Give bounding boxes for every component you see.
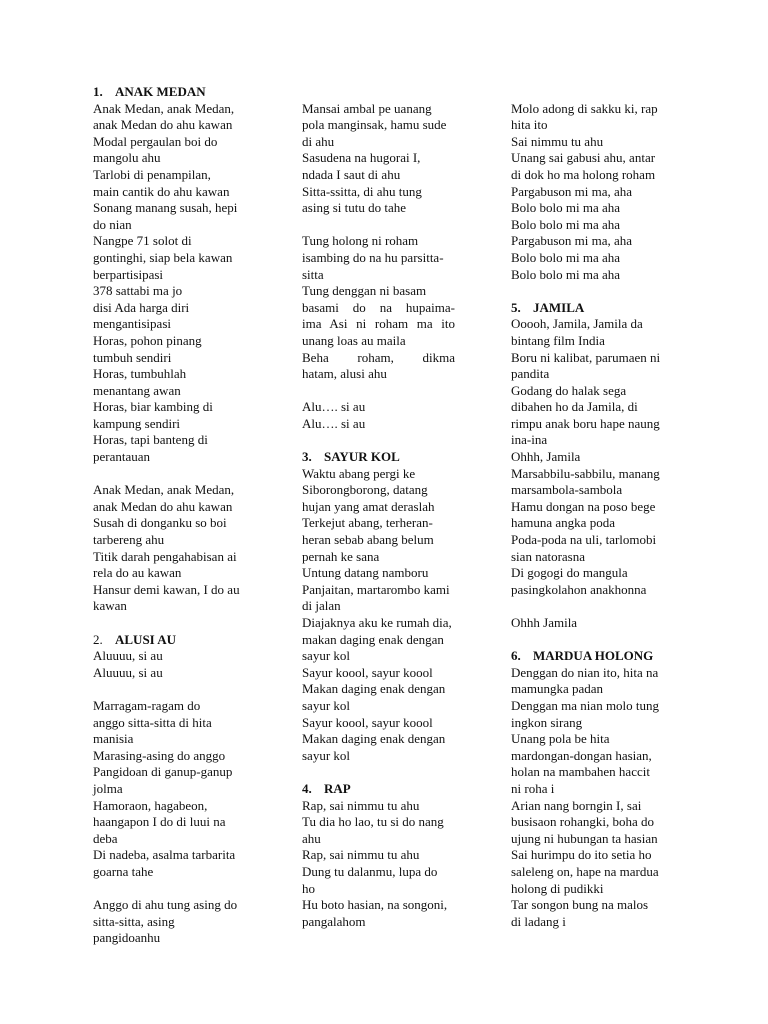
lyric-line: sitta-sitta, asing [93, 913, 175, 929]
song-title-text: SAYUR KOL [324, 449, 400, 465]
lyric-line: Sasudena na hugorai I, [302, 150, 421, 166]
lyric-line: Waktu abang pergi ke [302, 465, 416, 481]
lyric-line: Anggo di ahu tung asing do [93, 897, 238, 913]
lyric-line: pernah ke sana [302, 548, 380, 564]
lyric-line: Ohhh, Jamila [511, 449, 581, 465]
lyric-line: Bolo bolo mi ma aha [511, 249, 621, 265]
lyric-line: pangidoanhu [93, 930, 161, 946]
lyric-line: Horas, biar kambing di [93, 399, 213, 415]
lyric-line: Hamoraon, hagabeon, [93, 797, 208, 813]
lyric-line: Sonang manang susah, hepi [93, 200, 238, 216]
stanza-gap [302, 383, 455, 400]
lyric-line: Sai nimmu tu ahu [511, 133, 604, 149]
song-title [93, 84, 255, 101]
lyric-line: Pargabuson mi ma, aha [511, 233, 633, 249]
lyric-line: Alu…. si au [302, 399, 366, 415]
lyric-line: anggo sitta-sitta di hita [93, 714, 212, 730]
stanza-gap [93, 466, 255, 483]
song-section [93, 84, 255, 632]
lyric-line: main cantik do ahu kawan [93, 183, 230, 199]
lyric-line: isambing do na hu parsitta- [302, 249, 444, 265]
lyric-line: Marsabbilu-sabbilu, manang [511, 465, 660, 481]
stanza-gap [302, 764, 455, 781]
lyric-line: pola manginsak, hamu sude [302, 117, 447, 133]
lyric-line: anak Medan do ahu kawan [93, 117, 233, 133]
song-title-text: ANAK MEDAN [115, 84, 206, 99]
lyric-line: bintang film India [511, 332, 605, 348]
song-section [302, 449, 455, 781]
lyric-line: Boru ni kalibat, parumaen ni [511, 349, 661, 365]
lyric-line: ujung ni hubungan ta hasian [511, 830, 658, 846]
lyric-line: holan na mambahen haccit [511, 764, 650, 780]
lyric-line: Ohhh Jamila [511, 615, 578, 630]
lyric-line: tarbereng ahu [93, 532, 165, 548]
lyric-line: Hu boto hasian, na songoni, [302, 897, 448, 913]
song-number: 4. [302, 780, 312, 796]
lyric-line: holong di pudikki [511, 880, 604, 896]
lyric-line: mengantisipasi [93, 316, 171, 332]
lyric-line: asing si tutu do tahe [302, 200, 406, 216]
lyric-line: heran sebab abang belum [302, 532, 434, 548]
song-title [302, 449, 455, 466]
song-number: 3. [302, 449, 312, 465]
lyric-line: jolma [93, 780, 123, 796]
lyric-line: dibahen ho da Jamila, di [511, 399, 638, 415]
lyric-line: Bolo bolo mi ma aha [511, 200, 621, 216]
lyric-line: do nian [93, 216, 132, 232]
lyric-line: sayur kol [302, 697, 351, 713]
song-section [511, 648, 674, 930]
lyric-line: Horas, pohon pinang [93, 332, 202, 348]
lyric-line: kawan [93, 598, 127, 614]
lyric-line: hita ito [511, 117, 548, 133]
lyric-line: Pargabuson mi ma, aha [511, 183, 633, 199]
lyric-line: Dung tu dalanmu, lupa do [302, 863, 438, 879]
lyric-line: mamungka padan [511, 681, 604, 697]
lyric-line: perantauan [93, 449, 151, 465]
lyric-line: Panjaitan, martarombo kami [302, 581, 450, 597]
lyric-line: Horas, tapi banteng di [93, 432, 208, 448]
lyric-line: Denggan ma nian molo tung [511, 697, 660, 713]
lyric-line: Hamu dongan na poso bege [511, 498, 656, 514]
lyric-line: Aluuuu, si au [93, 648, 163, 664]
song-title-text: ALUSI AU [115, 631, 177, 647]
lyric-line: Hansur demi kawan, I do au [93, 581, 240, 597]
lyric-line: Makan daging enak dengan [302, 731, 446, 747]
lyric-line: basami do na hupaima- [302, 299, 455, 315]
lyric-line: haangapon I do di luui na [93, 814, 226, 830]
lyric-line: Bolo bolo mi ma aha [511, 266, 621, 282]
stanza-gap [302, 432, 455, 449]
lyric-line: Tarlobi di penampilan, [93, 166, 211, 182]
song-section [93, 632, 255, 947]
column-1 [93, 84, 255, 947]
lyric-line: berpartisipasi [93, 266, 164, 282]
lyric-line: Tu dia ho lao, tu si do nang [302, 814, 444, 830]
stanza-gap [93, 681, 255, 698]
lyric-line: di dok ho ma holong roham [511, 166, 656, 182]
lyric-line: Siborongborong, datang [302, 482, 428, 498]
lyric-line: deba [93, 830, 118, 846]
lyric-line: rela do au kawan [93, 565, 182, 581]
lyric-line: Diajaknya aku ke rumah dia, [302, 615, 452, 630]
lyric-line: Titik darah pengahabisan ai [93, 548, 237, 564]
song-title [511, 300, 674, 317]
lyric-line: Terkejut abang, terheran- [302, 515, 433, 531]
lyric-line: hamuna angka poda [511, 515, 615, 531]
stanza-gap [511, 283, 674, 300]
lyric-line: ima Asi ni roham ma ito [302, 316, 455, 332]
lyric-line: ingkon sirang [511, 714, 583, 730]
lyric-line: menantang awan [93, 382, 181, 398]
lyric-line: marsambola-sambola [511, 482, 623, 498]
song-title-text: RAP [324, 780, 351, 796]
lyric-line: Aluuuu, si au [93, 664, 163, 680]
lyric-line: Rap, sai nimmu tu ahu [302, 797, 420, 813]
song-title-text: JAMILA [533, 299, 585, 315]
song-number: 2. [93, 631, 103, 647]
stanza-gap [511, 598, 674, 615]
lyric-line: Godang do halak sega [511, 382, 627, 398]
lyric-line: pasingkolahon anakhonna [511, 581, 647, 597]
song-title [302, 781, 455, 798]
lyric-line: Sai hurimpu do ito setia ho [511, 847, 652, 863]
lyric-line: Beha roham, dikma [302, 349, 455, 365]
lyric-line: sitta [302, 266, 324, 282]
stanza-gap [302, 84, 455, 101]
lyric-line: Molo adong di sakku ki, rap [511, 100, 658, 116]
song-section [302, 781, 455, 930]
column-3 [511, 84, 674, 930]
lyric-line: ina-ina [511, 432, 548, 448]
lyric-line: Bolo bolo mi ma aha [511, 216, 621, 232]
lyric-line: Sayur koool, sayur koool [302, 714, 433, 730]
lyric-line: Arian nang borngin I, sai [511, 797, 642, 813]
lyric-line: Anak Medan, anak Medan, [93, 482, 235, 498]
lyric-line: Rap, sai nimmu tu ahu [302, 847, 420, 863]
lyric-line: Sayur koool, sayur koool [302, 664, 433, 680]
lyric-line: pangalahom [302, 913, 366, 929]
lyric-line: ni roha i [511, 780, 555, 796]
lyric-line: Susah di donganku so boi [93, 515, 227, 531]
lyric-line: Alu…. si au [302, 415, 366, 431]
lyric-line: gontinghi, siap bela kawan [93, 249, 233, 265]
lyric-line: mardongan-dongan hasian, [511, 747, 652, 763]
lyric-line: di ahu [302, 133, 335, 149]
lyric-line: Tung holong ni roham [302, 233, 419, 249]
lyric-line: mangolu ahu [93, 150, 161, 166]
lyric-line: saleleng on, hape na mardua [511, 863, 659, 879]
lyric-line: unang loas au maila [302, 332, 406, 348]
lyric-line: kampung sendiri [93, 415, 181, 431]
lyric-line: disi Ada harga diri [93, 299, 190, 315]
lyric-line: di jalan [302, 598, 341, 614]
lyric-line: Modal pergaulan boi do [93, 133, 218, 149]
lyric-line: Tung denggan ni basam [302, 283, 427, 299]
lyric-line: goarna tahe [93, 863, 154, 879]
song-title-text: MARDUA HOLONG [533, 648, 654, 664]
lyric-line: rimpu anak boru hape naung [511, 415, 660, 431]
lyric-line: Nangpe 71 solot di [93, 233, 192, 249]
stanza-gap [511, 632, 674, 649]
song-section [511, 84, 674, 300]
lyric-line: sayur kol [302, 648, 351, 664]
song-section [511, 300, 674, 648]
lyric-line: tumbuh sendiri [93, 349, 172, 365]
lyric-line: busisaon rohangki, boha do [511, 814, 654, 830]
song-title [511, 648, 674, 665]
stanza-gap [511, 84, 674, 101]
song-section [302, 84, 455, 449]
song-number: 5. [511, 299, 521, 315]
lyric-line: Ooooh, Jamila, Jamila da [511, 316, 643, 332]
stanza-gap [93, 881, 255, 898]
lyric-line: sian natorasna [511, 548, 586, 564]
lyric-line: di ladang i [511, 913, 566, 929]
lyric-line: Denggan do nian ito, hita na [511, 664, 659, 680]
lyric-line: Mansai ambal pe uanang [302, 100, 432, 116]
lyric-line: Untung datang namboru [302, 565, 429, 581]
stanza-gap [302, 217, 455, 234]
column-2 [302, 84, 455, 930]
song-title [93, 632, 255, 649]
lyric-line: Di gogogi do mangula [511, 565, 628, 581]
lyric-line: pandita [511, 366, 550, 382]
lyric-line: hatam, alusi ahu [302, 366, 387, 382]
lyric-line: ahu [302, 830, 321, 846]
lyric-line: Di nadeba, asalma tarbarita [93, 847, 236, 863]
song-number: 1. [93, 84, 103, 99]
lyric-line: makan daging enak dengan [302, 631, 444, 647]
lyric-line: Horas, tumbuhlah [93, 366, 187, 382]
lyric-line: Makan daging enak dengan [302, 681, 446, 697]
lyric-line: ho [302, 880, 315, 896]
lyric-line: Sitta-ssitta, di ahu tung [302, 183, 422, 199]
lyric-line: Pangidoan di ganup-ganup [93, 764, 233, 780]
lyric-line: Anak Medan, anak Medan, [93, 100, 235, 116]
lyric-line: Poda-poda na uli, tarlomobi [511, 532, 657, 548]
lyric-line: Tar songon bung na malos [511, 897, 649, 913]
lyric-line: ndada I saut di ahu [302, 166, 401, 182]
lyric-line: Unang sai gabusi ahu, antar [511, 150, 656, 166]
stanza-gap [93, 615, 255, 632]
lyric-line: hujan yang amat deraslah [302, 498, 435, 514]
lyric-line: 378 sattabi ma jo [93, 283, 183, 299]
lyric-line: Marasing-asing do anggo [93, 747, 226, 763]
song-number: 6. [511, 648, 521, 664]
lyric-line: Marragam-ragam do [93, 697, 201, 713]
lyric-line: manisia [93, 731, 134, 747]
lyric-line: sayur kol [302, 747, 351, 763]
lyric-line: Unang pola be hita [511, 731, 610, 747]
lyric-line: anak Medan do ahu kawan [93, 498, 233, 514]
